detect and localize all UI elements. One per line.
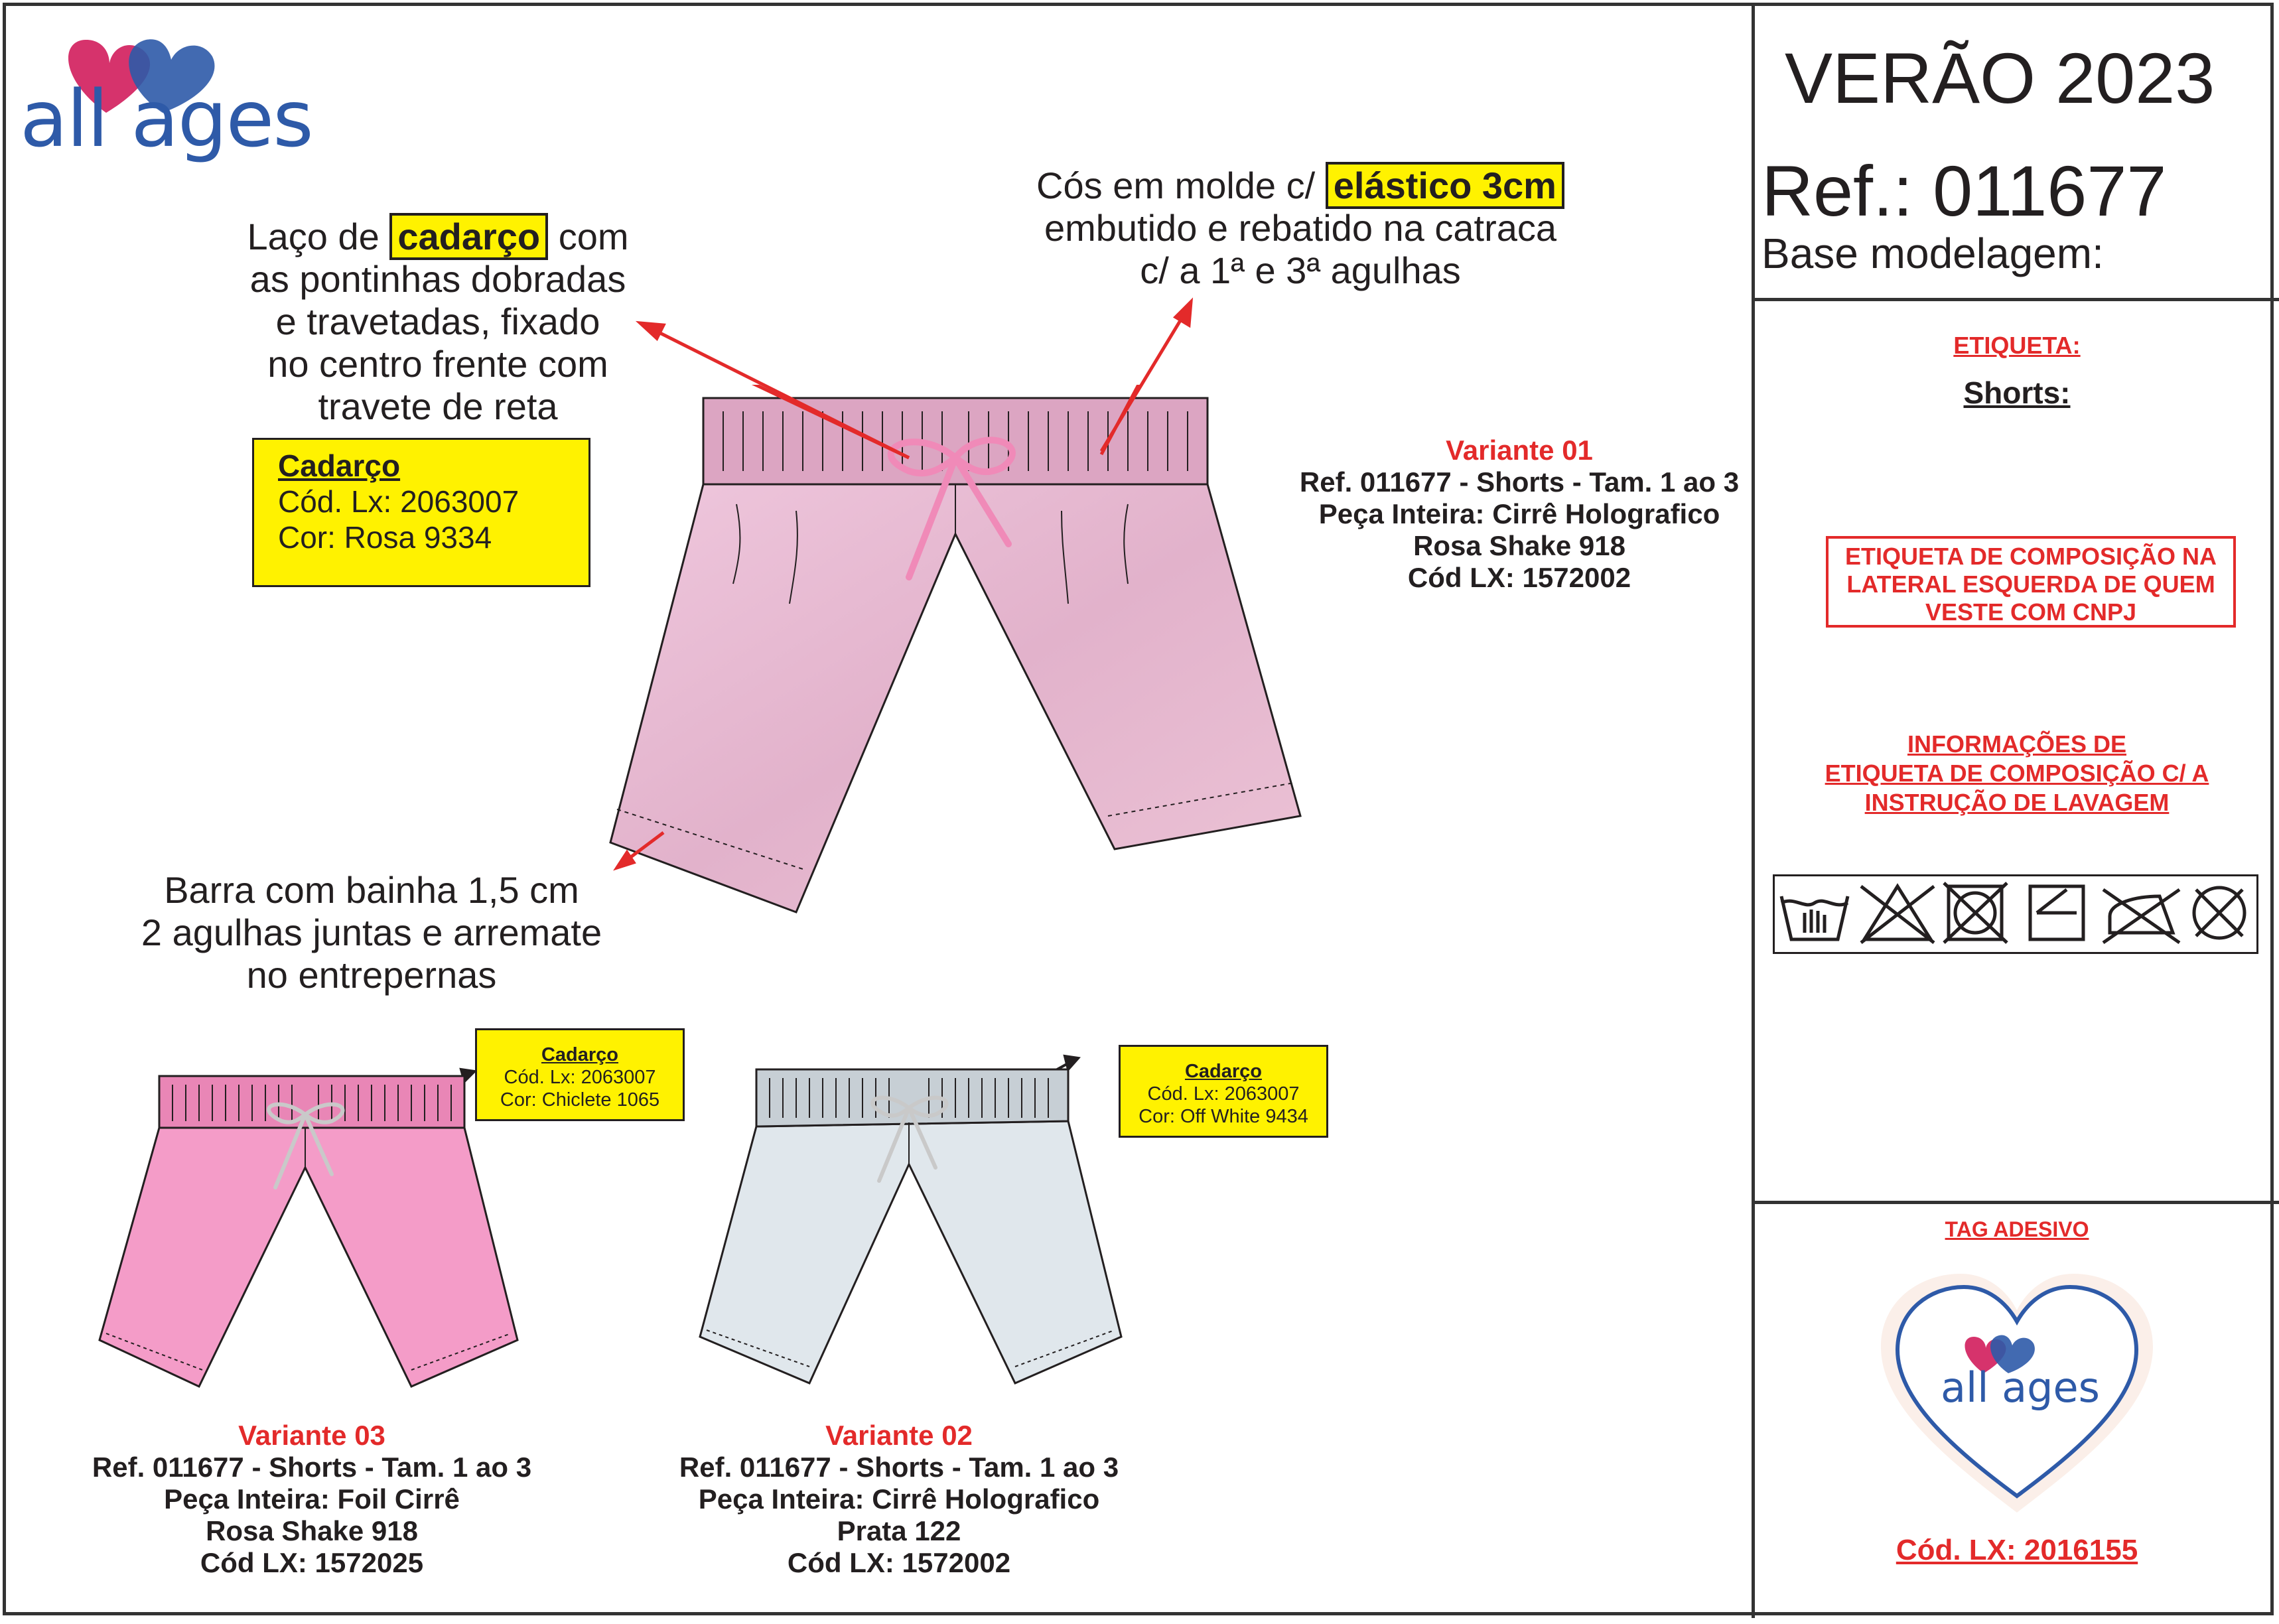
variant-title: Variante 02: [825, 1420, 973, 1451]
variant-title: Variante 03: [238, 1420, 385, 1451]
cos-note-line: embutido e rebatido na catraca: [1044, 207, 1557, 249]
barra-note-line: 2 agulhas juntas e arremate: [141, 912, 602, 953]
composition-line: VESTE COM CNPJ: [1925, 598, 2137, 626]
cadarco-title: Cadarço: [1184, 1061, 1263, 1082]
laco-note: [226, 216, 650, 428]
laco-note-line: travete de reta: [318, 385, 558, 427]
cadarco-title: Cadarço: [278, 448, 401, 483]
variant-color: Rosa Shake 918: [1413, 530, 1625, 561]
care-info-line: ETIQUETA DE COMPOSIÇÃO C/ A: [1825, 760, 2209, 787]
cos-note-line: c/ a 1ª e 3ª agulhas: [1140, 249, 1461, 291]
variant-code: Cód LX: 1572002: [1407, 562, 1631, 593]
care-info-line: INSTRUÇÃO DE LAVAGEM: [1864, 789, 2170, 816]
no-tumble-dry-icon: [1944, 883, 2007, 943]
cadarco-code: Cód. Lx: 2063007: [504, 1067, 656, 1088]
variant-ref: Ref. 011677 - Shorts - Tam. 1 ao 3: [679, 1452, 1119, 1483]
care-info-text: [1755, 730, 2279, 817]
tag-logo-text: all ages: [1941, 1363, 2100, 1412]
variant-01-info: [1234, 435, 1805, 594]
care-symbols-strip: [1773, 874, 2258, 954]
variant-code: Cód LX: 1572002: [787, 1547, 1011, 1578]
variant-ref: Ref. 011677 - Shorts - Tam. 1 ao 3: [92, 1452, 532, 1483]
hand-wash-icon: [1781, 896, 1848, 939]
no-dry-clean-icon: [2194, 888, 2244, 938]
composition-line: ETIQUETA DE COMPOSIÇÃO NA: [1844, 543, 2217, 570]
variant-fabric: Peça Inteira: Foil Cirrê: [164, 1483, 460, 1515]
etiqueta-heading: ETIQUETA:: [1953, 332, 2081, 359]
no-iron-icon: [2103, 890, 2179, 943]
cadarco-box-variant-02: [1119, 1045, 1328, 1138]
cadarco-code: Cód. Lx: 2063007: [278, 484, 519, 519]
variant-color: Prata 122: [837, 1515, 961, 1546]
cadarco-box-variant-03: [475, 1028, 685, 1121]
laco-note-text: com: [558, 216, 629, 257]
cadarco-color: Cor: Chiclete 1065: [500, 1089, 660, 1111]
laco-note-line: no centro frente com: [267, 343, 608, 385]
product-label: Shorts:: [1963, 375, 2071, 410]
cadarco-title: Cadarço: [541, 1044, 619, 1065]
base-modelagem-label: Base modelagem:: [1761, 230, 2104, 277]
no-bleach-icon: [1861, 886, 1934, 943]
cos-highlight: elástico 3cm: [1326, 162, 1564, 209]
header-divider: [1752, 298, 2279, 301]
laco-highlight: cadarço: [389, 213, 548, 260]
reference-number: Ref.: 011677: [1761, 151, 2167, 231]
brand-logo-text: all ages: [20, 73, 312, 165]
variant-fabric: Peça Inteira: Cirrê Holografico: [698, 1483, 1100, 1515]
composition-label-box: [1826, 536, 2236, 628]
cadarco-color: Cor: Off White 9434: [1139, 1106, 1308, 1127]
shorts-variant-03-illustration: [93, 1068, 524, 1393]
laco-note-text: Laço de: [247, 216, 380, 257]
barra-note: [113, 869, 630, 996]
tag-heading: TAG ADESIVO: [1945, 1217, 2089, 1241]
variant-title: Variante 01: [1446, 435, 1593, 466]
variant-ref: Ref. 011677 - Shorts - Tam. 1 ao 3: [1299, 466, 1740, 498]
shorts-main-illustration: [597, 385, 1314, 922]
cos-note: [1008, 165, 1592, 292]
barra-note-line: no entrepernas: [246, 954, 497, 996]
laco-note-line: as pontinhas dobradas: [249, 258, 626, 300]
variant-fabric: Peça Inteira: Cirrê Holografico: [1318, 498, 1720, 529]
composition-line: LATERAL ESQUERDA DE QUEM: [1846, 571, 2215, 598]
collection-title: VERÃO 2023: [1785, 38, 2215, 118]
cadarco-code: Cód. Lx: 2063007: [1147, 1083, 1300, 1105]
variant-color: Rosa Shake 918: [206, 1515, 418, 1546]
cadarco-color: Cor: Rosa 9334: [278, 520, 492, 555]
variant-03-info: [53, 1420, 571, 1579]
tag-divider: [1752, 1201, 2279, 1204]
cadarco-box-main: [252, 438, 590, 587]
shorts-variant-02-illustration: [690, 1061, 1128, 1393]
dry-flat-shade-icon: [2030, 886, 2083, 939]
barra-note-line: Barra com bainha 1,5 cm: [164, 869, 579, 911]
cos-note-text: Cós em molde c/: [1036, 165, 1316, 206]
tag-code: Cód. LX: 2016155: [1896, 1534, 2138, 1566]
variant-code: Cód LX: 1572025: [200, 1547, 424, 1578]
variant-02-info: [640, 1420, 1158, 1579]
laco-note-line: e travetadas, fixado: [275, 301, 600, 342]
care-info-line: INFORMAÇÕES DE: [1907, 730, 2126, 758]
